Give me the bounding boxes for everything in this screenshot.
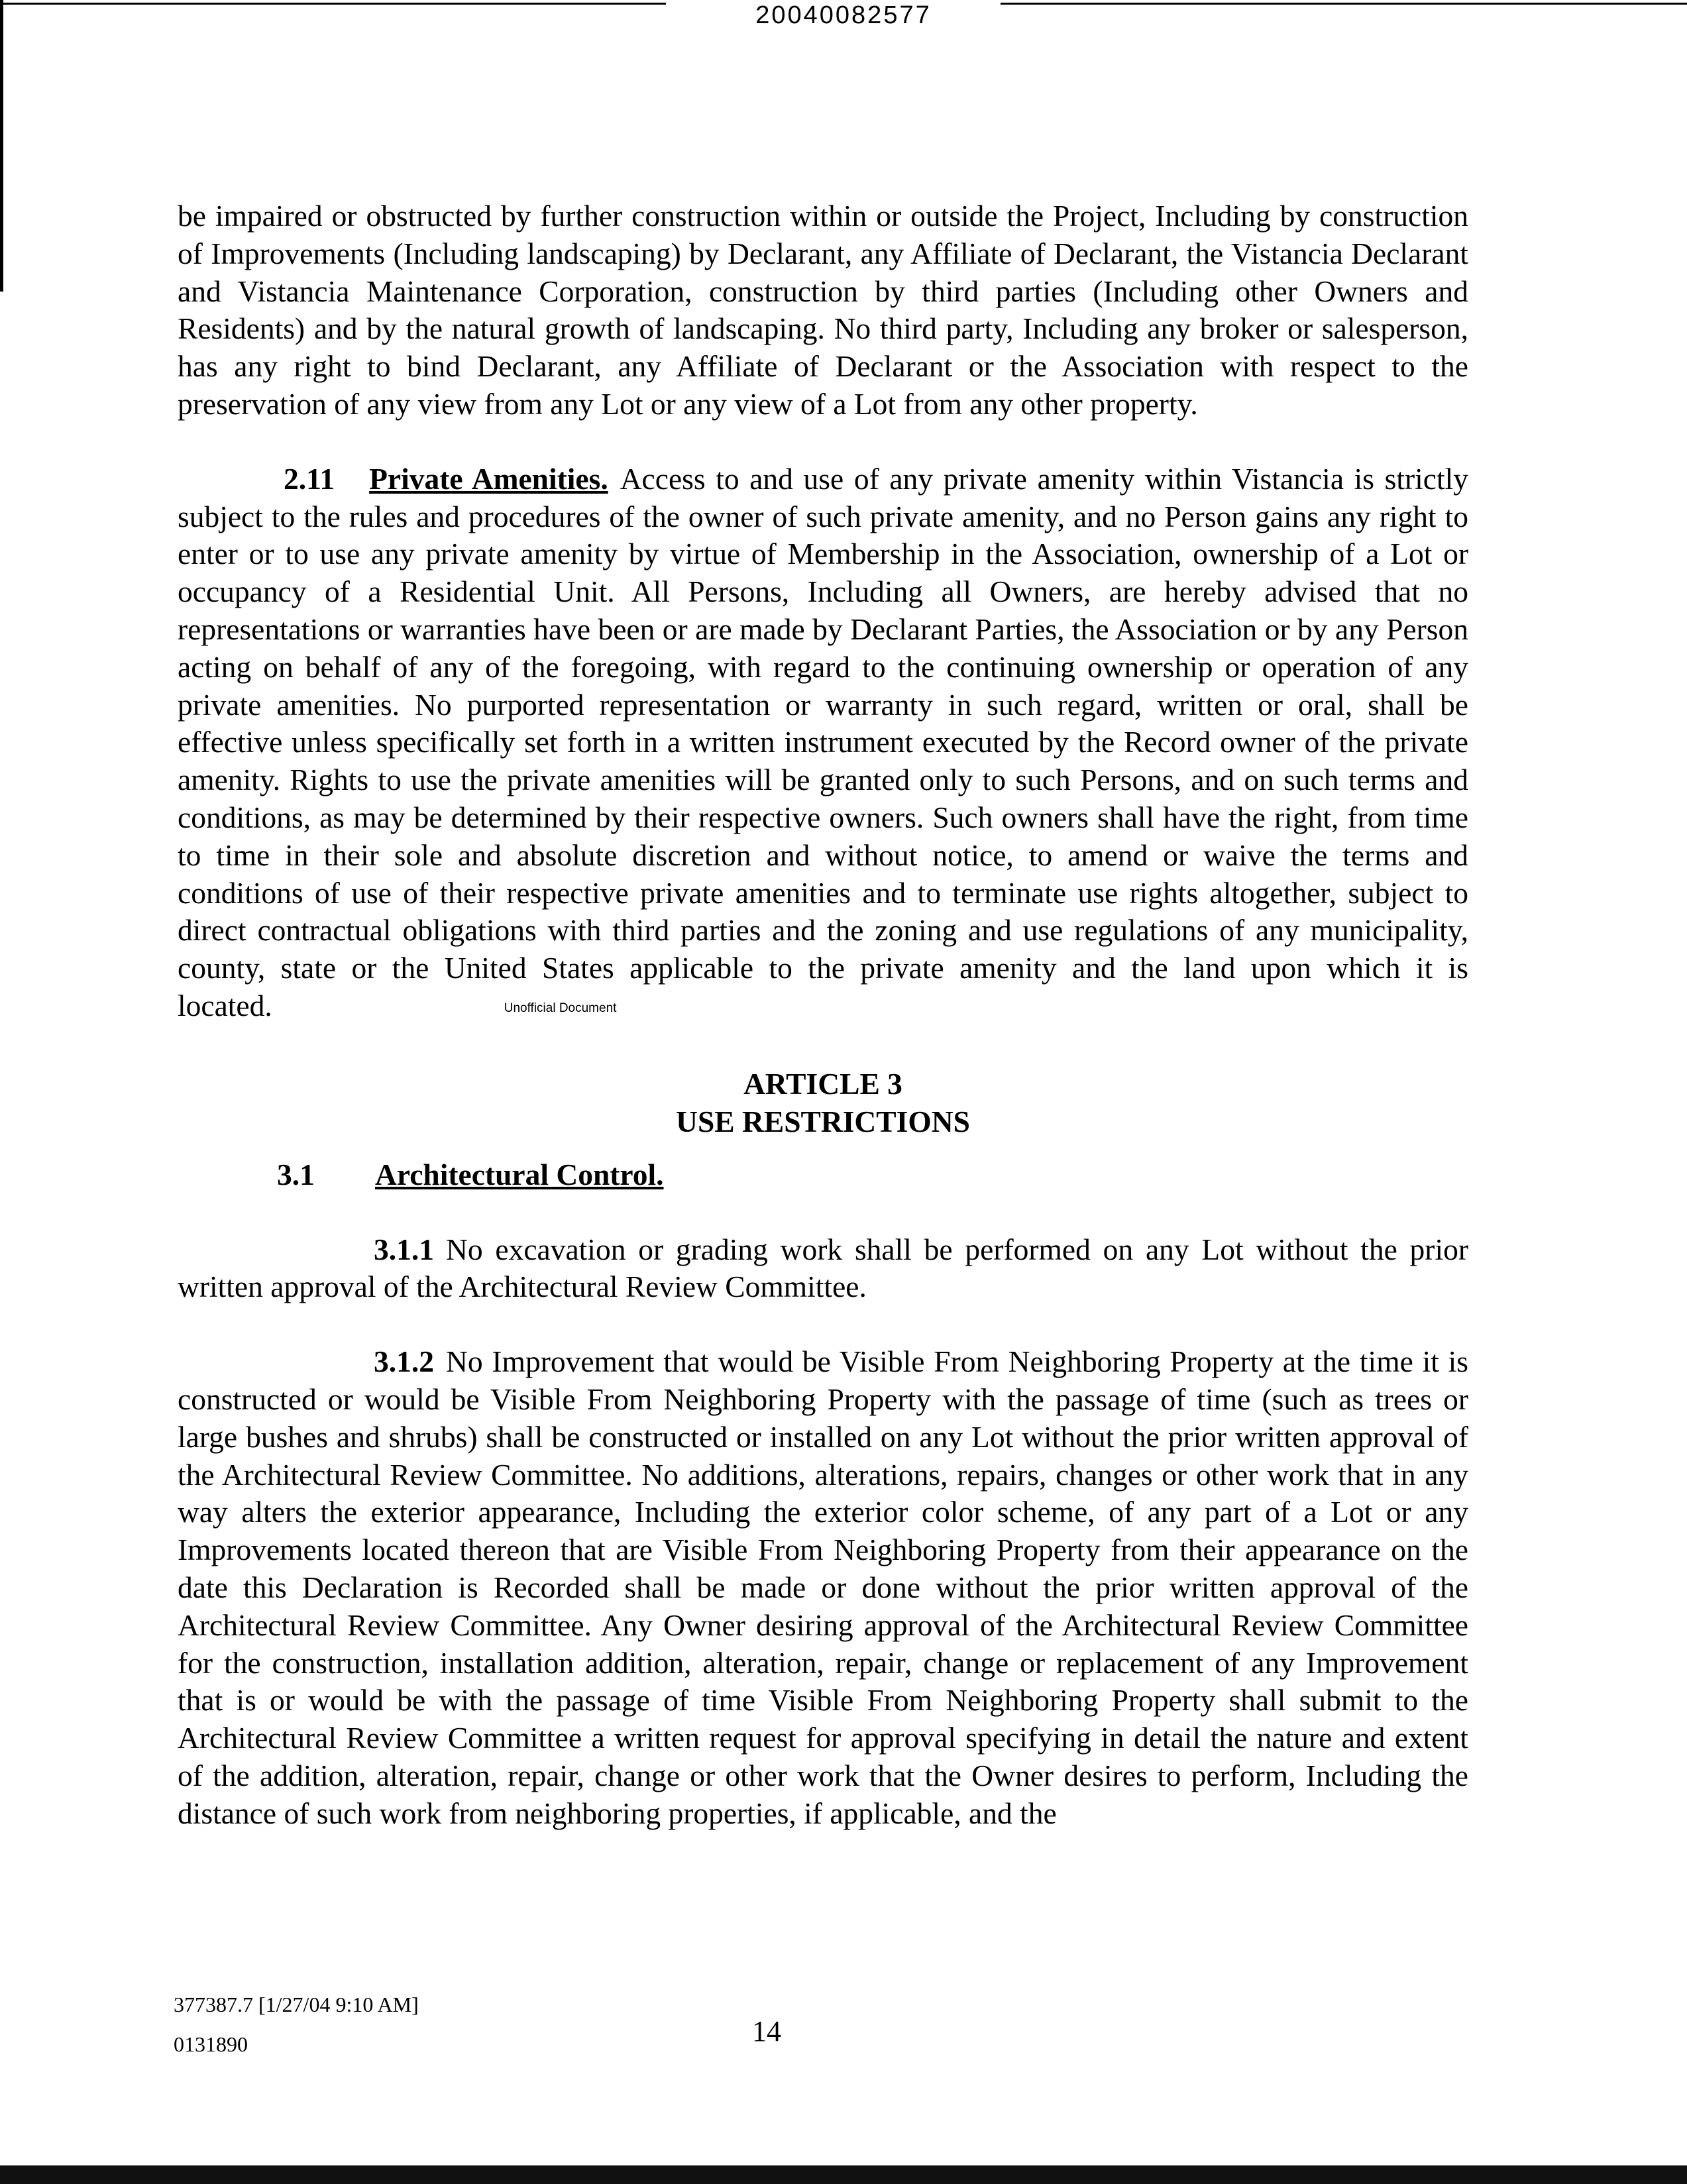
section-2-11 bbox=[178, 461, 1468, 1028]
section-heading: Private Amenities. bbox=[369, 461, 608, 496]
article-number: ARTICLE 3 bbox=[743, 1066, 902, 1101]
footer-doc-id: 377387.7 [1/27/04 9:10 AM] bbox=[174, 1993, 419, 2016]
section-heading: Architectural Control. bbox=[375, 1157, 664, 1191]
scan-edge-left bbox=[0, 0, 3, 292]
paragraph-continued: be impaired or obstructed by further construction within or outside the Project, Including by construction of Improvements (Including landscaping) by Declarant, any Affiliate of Declarant, the Vistancia Declarant and Vistancia Maintenance Corporation, construction by third parties (Including other Owners and Residents) and by the natural growth of landscaping. No third party, Including any broker or salesperson, has any right to bind Declarant, any Affiliate of Declarant or the Association with respect to the preservation of any view from any Lot or any view of a Lot from any other property. bbox=[178, 199, 1468, 421]
subsection-body: No Improvement that would be Visible From Neighboring Property at the time it is constructed or would be Visible From Neighboring Property with the passage of time (such as trees or large bushes and shrubs) shall be constructed or installed on any Lot without the prior written approval of the Architectural Review Committee. No additions, alterations, repairs, changes or other work that in any way alters the exterior appearance, Including the exterior color scheme, of any part of a Lot or any Improvements located thereon that are Visible From Neighboring Property from their appearance on the date this Declaration is Recorded shall be made or done without the prior written approval of the Architectural Review Committee. Any Owner desiring approval of the Architectural Review Committee for the construction, installation addition, alteration, repair, change or replacement of any Improvement that is or would be with the passage of time Visible From Neighboring Property shall submit to the Architectural Review Committee a written request for approval specifying in detail the nature and extent of the addition, alteration, repair, change or other work that the Owner desires to perform, Including the distance of such work from neighboring properties, if applicable, and the bbox=[178, 1344, 1468, 1830]
article-title: USE RESTRICTIONS bbox=[676, 1104, 970, 1138]
subsection-number: 3.1.1 bbox=[374, 1232, 434, 1266]
article-heading bbox=[178, 1065, 1468, 1140]
page-body bbox=[178, 197, 1468, 1870]
section-number: 3.1 bbox=[277, 1157, 315, 1191]
page-number: 14 bbox=[752, 2015, 781, 2048]
section-3-1 bbox=[178, 1156, 1468, 1194]
section-3-1-2 bbox=[178, 1343, 1468, 1832]
subsection-number: 3.1.2 bbox=[374, 1344, 434, 1379]
section-body: Access to and use of any private amenity within Vistancia is strictly subject to the rules and procedures of the owner of such private amenity, and no Person gains any right to enter or to use any private amenity by virtue of Membership in the Association, ownership of a Lot or occupancy of a Residential Unit. All Persons, Including all Owners, are hereby advised that no representations or warranties have been or are made by Declarant Parties, the Association or by any Person acting on behalf of any of the foregoing, with regard to the continuing ownership or operation of any private amenities. No purported representation or warranty in such regard, written or oral, shall be effective unless specifically set forth in a written instrument executed by the Record owner of the private amenity. Rights to use the private amenities will be granted only to such Persons, and on such terms and conditions, as may be determined by their respective owners. Such owners shall have the right, from time to time in their sole and absolute discretion and without notice, to amend or waive the terms and conditions of use of their respective private amenities and to terminate use rights altogether, subject to direct contractual obligations with third parties and the zoning and use regulations of any municipality, county, state or the United States applicable to the private amenity and the land upon which it is located. bbox=[178, 461, 1468, 1022]
recording-number: 20040082577 bbox=[755, 1, 932, 29]
scan-edge-bottom bbox=[0, 2165, 1687, 2184]
unofficial-watermark: Unofficial Document bbox=[504, 1001, 617, 1016]
subsection-body: No excavation or grading work shall be performed on any Lot without the prior written approval of the Architectural Review Committee. bbox=[178, 1232, 1468, 1304]
section-number: 2.11 bbox=[284, 461, 335, 496]
footer-identifiers bbox=[174, 1985, 419, 2064]
section-3-1-1 bbox=[178, 1231, 1468, 1307]
footer-file-number: 0131890 bbox=[174, 2032, 248, 2056]
